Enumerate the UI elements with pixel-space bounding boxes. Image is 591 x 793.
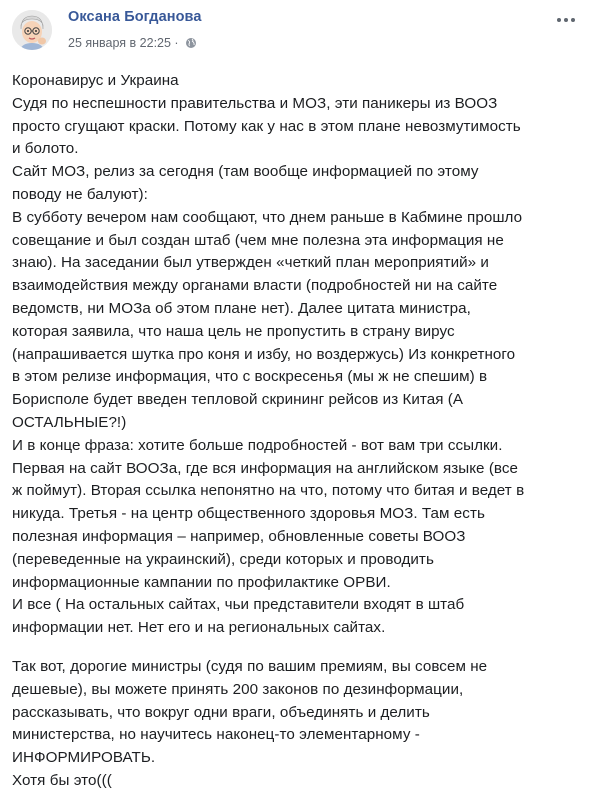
text-line: просто сгущают краски. Потому как у нас в этом плане невозмутимость xyxy=(12,117,521,135)
more-options-button[interactable] xyxy=(554,8,578,32)
text-line: ИНФОРМИРОВАТЬ. xyxy=(12,749,156,767)
text-line: Так вот, дорогие министры (судя по вашим премиям, вы совсем не xyxy=(12,657,488,675)
text-line: ведомств, ни МОЗа об этом плане нет). Далее цитата министра, xyxy=(12,299,471,317)
post-paragraph-2 xyxy=(12,656,584,793)
text-line: которая заявила, что наша цель не пропустить в страну вирус xyxy=(12,322,455,340)
text-line: ж поймут). Вторая ссылка непонятно на что, потому что битая и ведет в xyxy=(12,482,525,500)
text-line: Борисполе будет введен тепловой скрининг рейсов из Китая (А xyxy=(12,391,464,409)
text-line: Коронавирус и Украина xyxy=(12,72,179,89)
text-line: Судя по неспешности правительства и МОЗ, эти паникеры из ВООЗ xyxy=(12,94,498,112)
text-line: (переведенные на украинский), среди которых и проводить xyxy=(12,550,434,568)
text-line: знаю). На заседании был утвержден «четкий план мероприятий» и xyxy=(12,254,489,272)
more-dots-icon xyxy=(556,17,576,23)
avatar[interactable] xyxy=(12,10,52,50)
text-line: Первая на сайт ВООЗа, где вся информация на английском языке (все xyxy=(12,459,519,477)
text-line: дешевые), вы можете принять 200 законов по дезинформации, xyxy=(12,680,464,698)
text-line: и болото. xyxy=(12,140,79,158)
text-line: совещание и был создан штаб (чем мне полезна эта информация не xyxy=(12,231,504,249)
text-line: (напрашивается шутка про коня и избу, но воздержусь) Из конкретного xyxy=(12,345,516,363)
text-line: ОСТАЛЬНЫЕ?!) xyxy=(12,413,127,431)
author-name[interactable]: Оксана Богданова xyxy=(68,9,202,25)
text-line: Хотя бы это((( xyxy=(12,771,112,789)
post-body xyxy=(12,70,584,793)
text-line: И в конце фраза: хотите больше подробностей - вот вам три ссылки. xyxy=(12,436,503,454)
avatar-cartoon-icon xyxy=(12,10,52,50)
text-line: рассказывать, что вокруг одни враги, объединять и делить xyxy=(12,703,430,721)
text-line: В субботу вечером нам сообщают, что днем раньше в Кабмине прошло xyxy=(12,208,523,226)
text-line: информации нет. Нет его и на региональных сайтах. xyxy=(12,619,386,637)
post-date[interactable]: 25 января в 22:25 xyxy=(68,36,171,50)
text-line: И все ( На остальных сайтах, чьи представители входят в штаб xyxy=(12,596,465,614)
text-line: в этом релизе информация, что с воскресенья (мы ж не спешим) в xyxy=(12,368,488,386)
meta-separator: · xyxy=(170,36,183,50)
text-line: информационные кампании по профилактике ОРВИ. xyxy=(12,573,391,591)
text-line: никуда. Третья - на центр общественного здоровья МОЗ. Там есть xyxy=(12,505,485,523)
text-line: взаимодействия между органами власти (подробностей ни на сайте xyxy=(12,277,498,295)
post-header xyxy=(0,0,591,60)
text-line: Сайт МОЗ, релиз за сегодня (там вообще информацией по этому xyxy=(12,163,479,181)
post-meta xyxy=(68,36,197,52)
text-line: министерства, но научитесь наконец-то элементарному - xyxy=(12,726,420,744)
globe-icon[interactable] xyxy=(185,37,197,52)
text-line: поводу не балуют): xyxy=(12,185,148,203)
text-line: полезная информация – например, обновленные советы ВООЗ xyxy=(12,527,466,545)
post-paragraph-1 xyxy=(12,70,584,640)
